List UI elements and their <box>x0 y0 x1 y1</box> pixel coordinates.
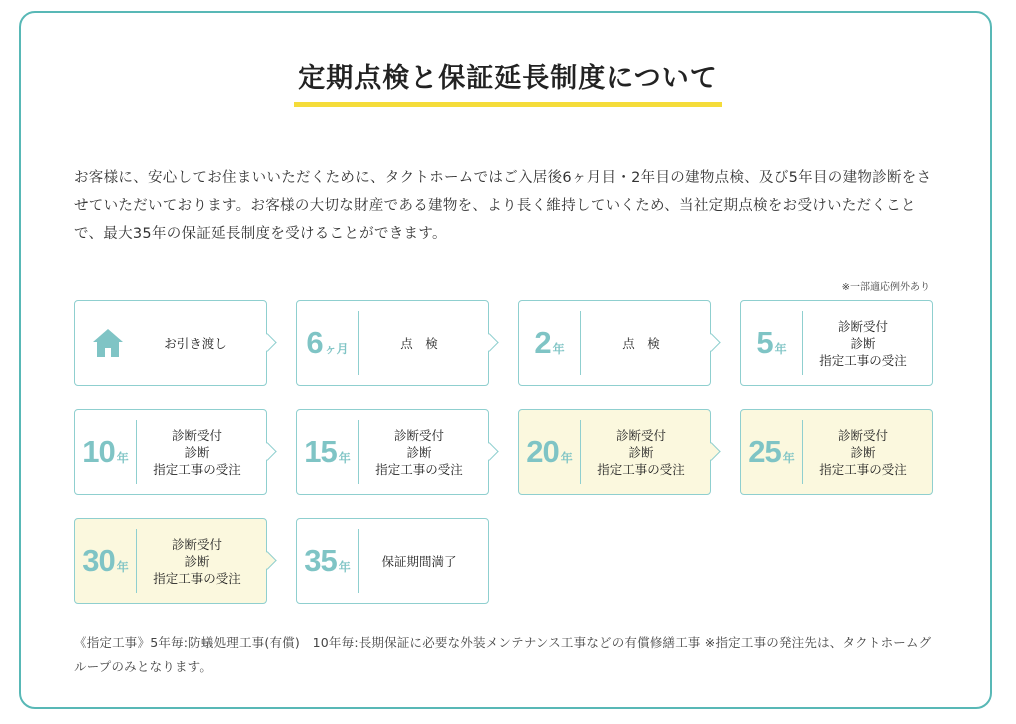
timeline-card-handover <box>74 300 267 386</box>
card-desc: 保証期間満了 <box>381 553 457 569</box>
period-number: 5 <box>756 325 773 360</box>
period-number: 35 <box>304 543 337 578</box>
period-label <box>741 301 802 385</box>
timeline-card-25-years <box>740 409 933 495</box>
period-number: 20 <box>526 434 559 469</box>
card-desc: 診断受付 診断 指定工事の受注 <box>597 427 685 477</box>
card-desc: 点 検 <box>400 335 438 351</box>
house-icon <box>91 327 125 359</box>
period-number: 6 <box>306 325 323 360</box>
timeline-card-6-months <box>296 300 489 386</box>
period-label <box>519 410 580 494</box>
card-desc: 診断受付 診断 指定工事の受注 <box>153 427 241 477</box>
timeline-card-35-years <box>296 518 489 604</box>
period-number: 15 <box>304 434 337 469</box>
timeline-card-30-years <box>74 518 267 604</box>
period-unit: 年 <box>338 559 351 574</box>
exception-note: ※一部適応例外あり <box>841 282 930 293</box>
card-desc: 診断受付 診断 指定工事の受注 <box>375 427 463 477</box>
card-desc: お引き渡し <box>164 335 227 351</box>
timeline-card-20-years <box>518 409 711 495</box>
period-unit: 年 <box>552 341 565 356</box>
period-unit: ヶ月 <box>324 341 349 356</box>
timeline-card-5-years <box>740 300 933 386</box>
card-desc: 診断受付 診断 指定工事の受注 <box>819 318 907 368</box>
card-desc: 診断受付 診断 指定工事の受注 <box>819 427 907 477</box>
period-number: 10 <box>82 434 115 469</box>
period-unit: 年 <box>560 450 573 465</box>
card-desc: 点 検 <box>622 335 660 351</box>
period-unit: 年 <box>782 450 795 465</box>
period-unit: 年 <box>774 341 787 356</box>
period-unit: 年 <box>116 450 129 465</box>
period-label <box>519 301 580 385</box>
period-number: 30 <box>82 543 115 578</box>
timeline-card-10-years <box>74 409 267 495</box>
footer-note: 《指定工事》5年毎:防蟻処理工事(有償) 10年毎:長期保証に必要な外装メンテナンス工事などの有償修繕工事 ※指定工事の発注先は、タクトホームグループのみとなります。 <box>74 635 932 674</box>
period-label <box>75 410 136 494</box>
period-unit: 年 <box>338 450 351 465</box>
period-number: 2 <box>534 325 551 360</box>
card-desc: 診断受付 診断 指定工事の受注 <box>153 536 241 586</box>
period-unit: 年 <box>116 559 129 574</box>
period-label <box>297 519 358 603</box>
page-title: 定期点検と保証延長制度について <box>294 62 721 107</box>
title-wrapper <box>0 62 1016 107</box>
period-number: 25 <box>748 434 781 469</box>
period-label <box>297 410 358 494</box>
period-label <box>75 519 136 603</box>
period-label <box>297 301 358 385</box>
timeline-card-15-years <box>296 409 489 495</box>
intro-paragraph: お客様に、安心してお住まいいただくために、タクトホームではご入居後6ヶ月目・2年目の建物点検、及び5年目の建物診断をさせていただいております。お客様の大切な財産である建物を、より長く維持していくため、当社定期点検をお受けいただくことで、最大35年の保証延長制度を受けることができます。 <box>74 170 932 242</box>
timeline-card-2-years <box>518 300 711 386</box>
period-label <box>741 410 802 494</box>
